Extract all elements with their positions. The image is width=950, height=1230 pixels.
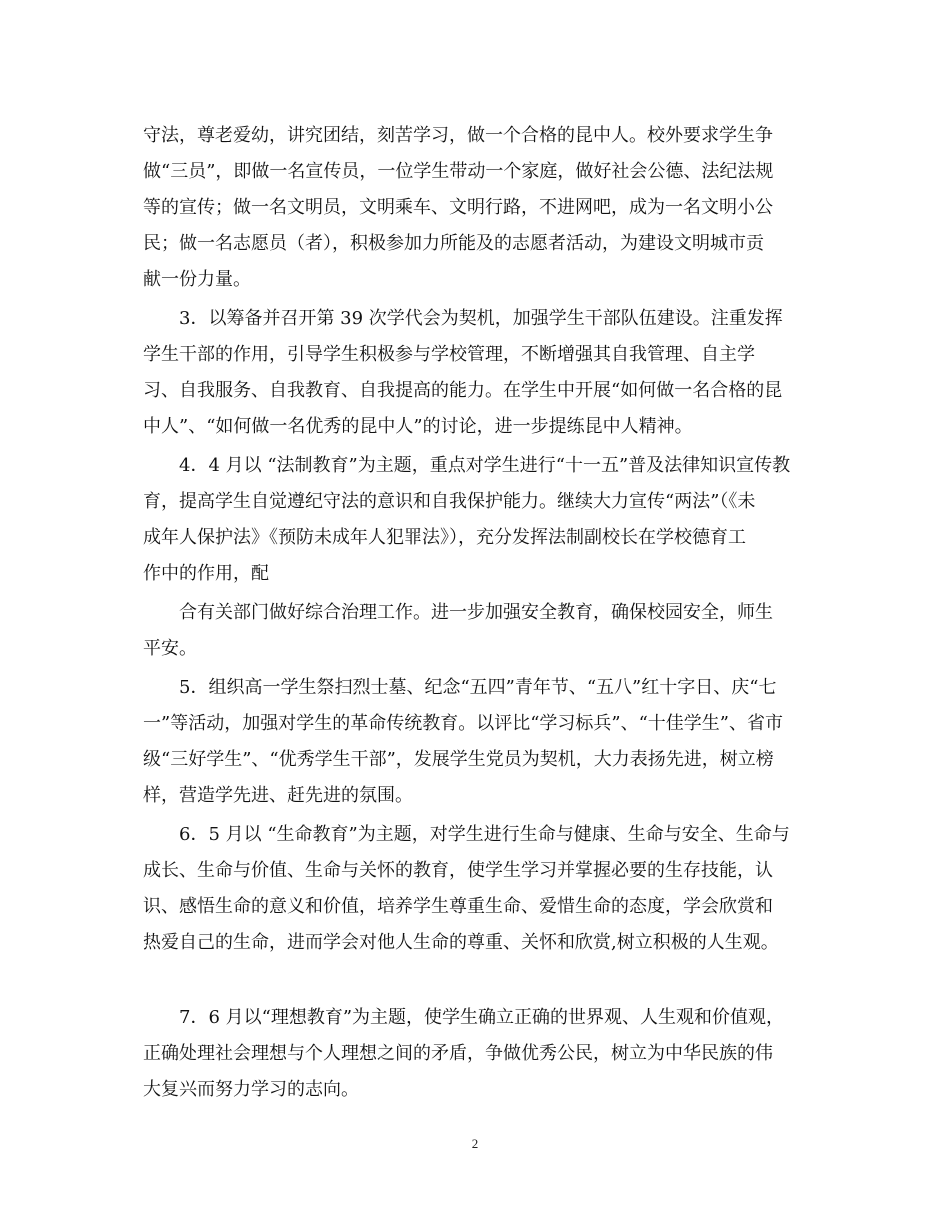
text-line: 正确处理社会理想与个人理想之间的矛盾，争做优秀公民，树立为中华民族的伟 <box>143 1043 773 1064</box>
text-line: 样，营造学先进、赶先进的氛围。 <box>143 785 413 806</box>
text-line: 做“三员”，即做一名宣传员，一位学生带动一个家庭，做好社会公德、法纪法规 <box>143 161 774 182</box>
paragraph-item-5 <box>143 670 813 814</box>
paragraph-item-3 <box>143 301 813 445</box>
text-line: 习、自我服务、自我教育、自我提高的能力。在学生中开展“如何做一名合格的昆 <box>143 380 783 401</box>
text-line: 成长、生命与价值、生命与关怀的教育，使学生学习并掌握必要的生存技能，认 <box>143 860 773 881</box>
text-line: 中人”、“如何做一名优秀的昆中人”的讨论，进一步提练昆中人精神。 <box>143 416 693 437</box>
text-line: 6．5 月以 “生命教育”为主题，对学生进行生命与健康、生命与安全、生命与 <box>179 824 790 845</box>
text-line: 献一份力量。 <box>143 269 251 290</box>
blank-line <box>143 964 813 1000</box>
text-line: 识、感悟生命的意义和价值，培养学生尊重生命、爱惜生命的态度，学会欣赏和 <box>143 896 773 917</box>
text-line: 3．以筹备并召开第 39 次学代会为契机，加强学生干部队伍建设。注重发挥 <box>179 308 783 329</box>
text-line: 合有关部门做好综合治理工作。进一步加强安全教育，确保校园安全，师生 <box>179 602 773 623</box>
paragraph-item-4-continued <box>143 595 813 667</box>
text-line: 等的宣传；做一名文明员，文明乘车、文明行路，不进网吧，成为一名文明小公 <box>143 197 773 218</box>
paragraph-item-6 <box>143 817 813 961</box>
paragraph-school-rules <box>143 118 813 298</box>
text-line: 育，提高学生自觉遵纪守法的意识和自我保护能力。继续大力宣传“两法”（《未 <box>143 491 756 512</box>
text-line: 民；做一名志愿员（者），积极参加力所能及的志愿者活动，为建设文明城市贡 <box>143 233 764 254</box>
paragraph-item-7 <box>143 1000 813 1108</box>
text-line: 级“三好学生”、“优秀学生干部”，发展学生党员为契机，大力表扬先进，树立榜 <box>143 749 774 770</box>
text-line: 成年人保护法》《预防未成年人犯罪法》），充分发挥法制副校长在学校德育工 <box>143 527 746 548</box>
paragraph-item-4 <box>143 448 813 592</box>
text-line: 学生干部的作用，引导学生积极参与学校管理，不断增强其自我管理、自主学 <box>143 344 755 365</box>
page-number: 2 <box>471 1136 479 1151</box>
text-line: 大复兴而努力学习的志向。 <box>143 1079 359 1100</box>
text-line: 热爱自己的生命，进而学会对他人生命的尊重、关怀和欣赏,树立积极的人生观。 <box>143 932 779 953</box>
text-line: 一”等活动，加强对学生的革命传统教育。以评比“学习标兵”、“十佳学生”、省市 <box>143 713 784 734</box>
text-line: 作中的作用，配 <box>143 563 269 584</box>
text-line: 7．6 月以“理想教育”为主题，使学生确立正确的世界观、人生观和价值观， <box>179 1007 785 1028</box>
text-line: 5．组织高一学生祭扫烈士墓、纪念“五四”青年节、“五八”红十字日、庆“七 <box>179 677 777 698</box>
text-line: 平安。 <box>143 638 197 659</box>
text-line: 4．4 月以 “法制教育”为主题，重点对学生进行“十一五”普及法律知识宣传教 <box>179 455 791 476</box>
text-line: 守法，尊老爱幼，讲究团结，刻苦学习，做一个合格的昆中人。校外要求学生争 <box>143 125 773 146</box>
document-body <box>143 118 813 1111</box>
